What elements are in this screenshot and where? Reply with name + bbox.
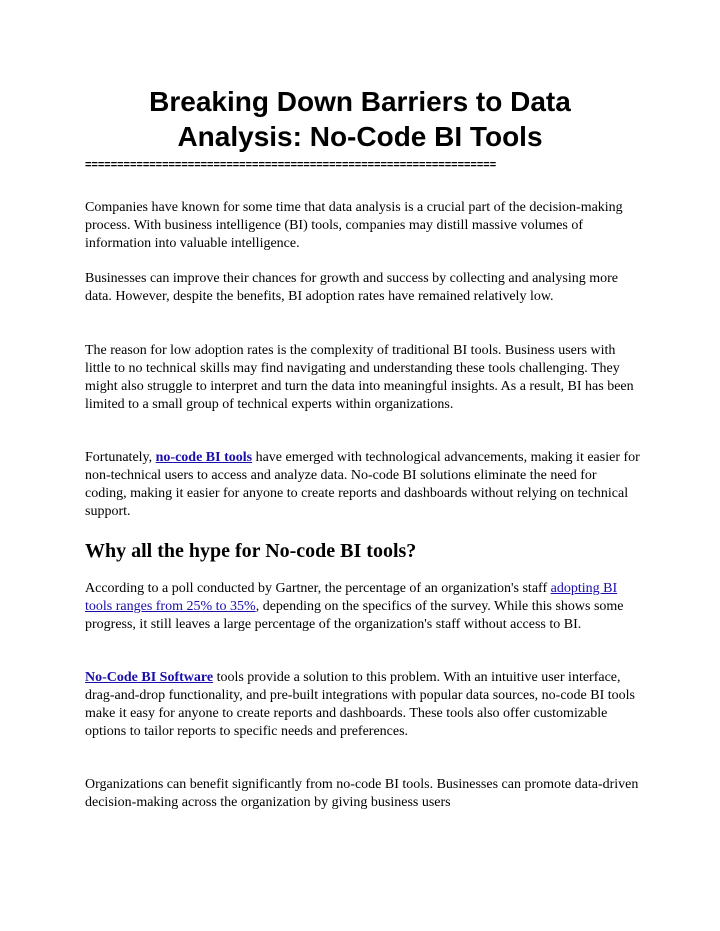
paragraph-intro: Companies have known for some time that data analysis is a crucial part of the decision-making process. With business intelligence (BI) tools, companies may distill massive volumes of information into valuable intelligence. — [85, 200, 623, 251]
paragraph-benefits: Organizations can benefit significantly from no-code BI tools. Businesses can promote data-driven decision-making across the organization by giving business users — [85, 777, 639, 810]
separator-rule: ================================================================ — [85, 159, 497, 171]
paragraph-gartner — [85, 580, 640, 634]
section-heading: Why all the hype for No-code BI tools? — [85, 540, 417, 562]
adoption-stats-link[interactable]: adopting BI tools ranges from 25% to 35% — [85, 581, 618, 614]
title-line-1: Breaking Down Barriers to Data — [149, 86, 571, 117]
paragraph-complexity: The reason for low adoption rates is the complexity of traditional BI tools. Business users with little to no technical skills may find navigating and understanding these tools challenging. They might also struggle to interpret and turn the data into meaningful insights. As a result, BI has been limited to a small group of technical experts within organizations. — [85, 343, 634, 412]
text-fragment: Fortunately, — [85, 450, 156, 465]
paragraph-software — [85, 669, 640, 741]
text-fragment: tools provide a solution to this problem. With an intuitive user interface, drag-and-drop functionality, and pre-built integrations with popular data sources, no-code BI tools make it easy for anyone to create reports and dashboards. These tools also offer customizable options to tailor reports to specific needs and preferences. — [85, 670, 635, 739]
paragraph-fortunately — [85, 449, 640, 521]
text-fragment: , depending on the specifics of the survey. While this shows some progress, it still leaves a large percentage of the organization's staff without access to BI. — [85, 599, 624, 632]
no-code-bi-tools-link[interactable]: no-code BI tools — [155, 450, 253, 465]
text-fragment: According to a poll conducted by Gartner, the percentage of an organization's staff — [85, 581, 551, 596]
paragraph-adoption: Businesses can improve their chances for growth and success by collecting and analysing more data. However, despite the benefits, BI adoption rates have remained relatively low. — [85, 271, 619, 304]
no-code-bi-software-link[interactable]: No-Code BI Software — [85, 670, 214, 685]
title-line-2: Analysis: No-Code BI Tools — [177, 121, 543, 152]
page-title — [60, 84, 660, 154]
text-fragment: have emerged with technological advancements, making it easier for non-technical users to access and analyze data. No-code BI solutions eliminate the need for coding, making it easier for anyone to create reports and dashboards without relying on technical support. — [85, 450, 640, 519]
